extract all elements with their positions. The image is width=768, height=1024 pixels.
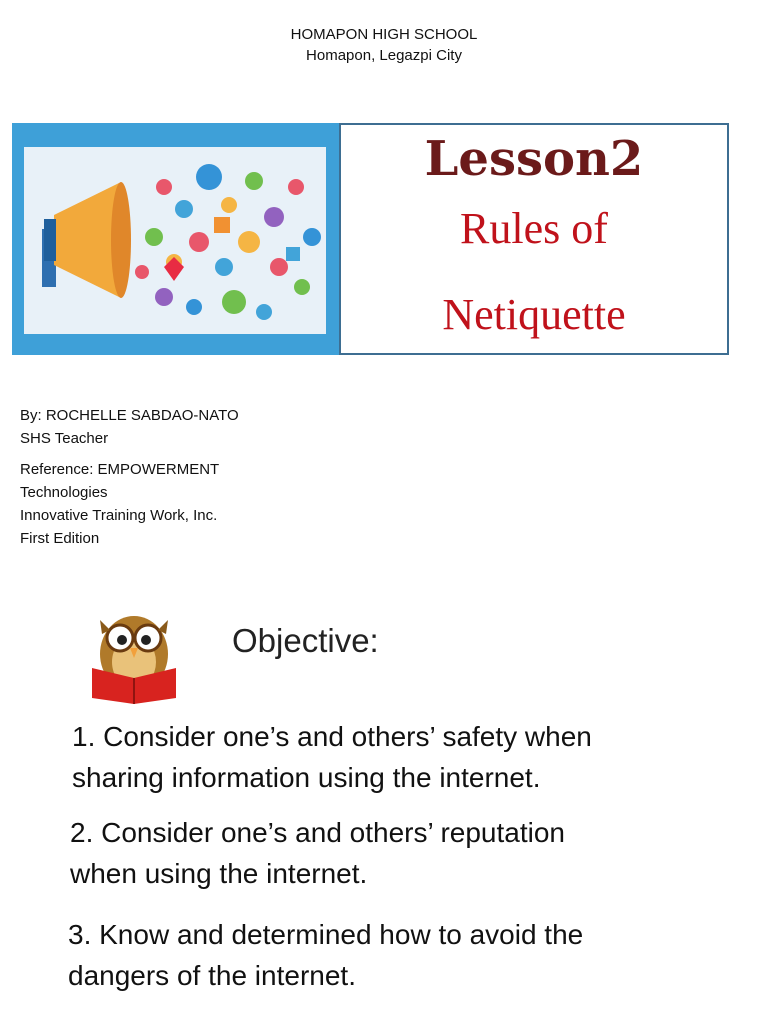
lesson-title: Lesson2: [424, 131, 644, 187]
objective-item: [72, 716, 592, 798]
school-name: HOMAPON HIGH SCHOOL: [290, 26, 478, 43]
objective-item: [68, 914, 583, 996]
author-name: By: ROCHELLE SABDAO-NATO: [20, 407, 239, 424]
reference-line: First Edition: [20, 530, 100, 547]
reference-line: Reference: EMPOWERMENT: [20, 461, 220, 478]
lesson-title-box: [339, 123, 729, 355]
megaphone-social-media-image: [12, 123, 339, 355]
objective-item-line: 1. Consider one’s and others’ safety when: [72, 721, 592, 752]
megaphone-illustration: [24, 147, 326, 334]
author-block: [20, 404, 239, 450]
reference-line: Innovative Training Work, Inc.: [20, 507, 218, 524]
lesson-subtitle-line1: Rules of: [460, 204, 608, 253]
author-role: SHS Teacher: [20, 430, 109, 447]
objective-heading: Objective:: [232, 622, 379, 659]
owl-reading-book-icon: [84, 606, 184, 706]
objective-item-line: 2. Consider one’s and others’ reputation: [70, 817, 565, 848]
school-header: [0, 24, 768, 66]
social-icons-cloud: [135, 164, 321, 320]
objective-item: [70, 812, 565, 894]
objective-item-line: when using the internet.: [70, 858, 368, 889]
lesson-subtitle-line2: Netiquette: [442, 290, 626, 339]
school-location: Homapon, Legazpi City: [306, 47, 462, 64]
objective-item-line: sharing information using the internet.: [72, 762, 541, 793]
objective-item-line: dangers of the internet.: [68, 960, 356, 991]
megaphone-body-icon: [54, 183, 119, 297]
objective-item-line: 3. Know and determined how to avoid the: [68, 919, 584, 950]
reference-line: Technologies: [20, 484, 108, 501]
reference-block: [20, 458, 219, 550]
